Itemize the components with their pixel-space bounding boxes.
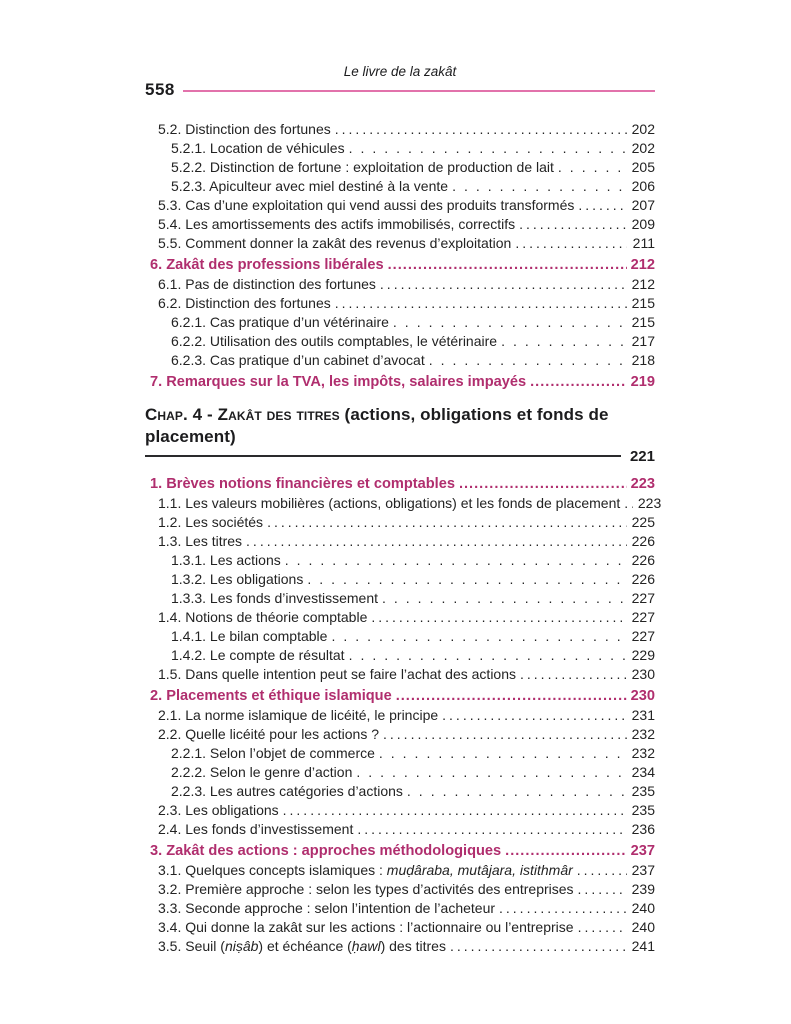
toc-entry-page: 223 [630,476,655,492]
toc-entry-label: 6.2.3. Cas pratique d’un cabinet d’avocat [171,352,425,368]
chapter-title-smallcaps: Chap. 4 - Zakât des titres [145,405,340,424]
toc-entry-label: 3.2. Première approche : selon les types d’activités des entreprises [158,881,574,897]
chapter-title-subtitle: (actions, obligations et fonds de placement) [145,405,609,446]
toc-entry-page: 226 [631,533,655,549]
toc-entry-page: 230 [630,688,655,704]
toc-section-entry [145,475,655,494]
toc-dot-leader [281,551,627,570]
toc-entry-label: 6. Zakât des professions libérales [150,257,384,273]
toc-entry [145,763,655,782]
toc-entry-page: 212 [631,276,655,292]
toc-entry [145,120,655,139]
toc-entry [145,351,655,370]
toc-entry-page: 217 [631,333,655,349]
toc-dot-leader [345,139,627,158]
toc-entry [145,513,655,532]
toc-entry-page: 230 [631,666,655,682]
chapter-page-number: 221 [629,448,655,465]
toc-entry-label: 2.3. Les obligations [158,802,279,818]
toc-entry-page: 207 [631,197,655,213]
toc-entry [145,608,655,627]
toc-dot-leader [516,665,627,684]
toc-entry [145,570,655,589]
toc-dot-leader [620,494,633,513]
toc-dot-leader [375,744,627,763]
chapter-rule [145,455,621,457]
toc-entry [145,313,655,332]
toc-dot-leader [392,687,627,706]
toc-entry-label: 2.4. Les fonds d’investissement [158,821,354,837]
toc-dot-leader [378,589,627,608]
toc-entry-label: 1. Brèves notions financières et comptables [150,476,455,492]
toc-entry-page: 212 [630,257,655,273]
toc-dot-leader [384,256,627,275]
toc-entry-label: 5.5. Comment donner la zakât des revenus d’exploitation [158,235,512,251]
toc-dot-leader [526,373,627,392]
header-rule-row [145,80,655,100]
toc-entry-label: 7. Remarques sur la TVA, les impôts, salaires impayés [150,374,527,390]
toc-entry-label: 3. Zakât des actions : approches méthodologiques [150,843,502,859]
toc-entry-label: 2. Placements et éthique islamique [150,688,392,704]
toc-entry-page: 235 [631,783,655,799]
toc-entry-label: 2.1. La norme islamique de licéité, le principe [158,707,439,723]
toc-entry-label: 2.2.1. Selon l’objet de commerce [171,745,375,761]
toc-entry-label: 1.3. Les titres [158,533,243,549]
toc-dot-leader [353,820,627,839]
toc-entry-label: 1.2. Les sociétés [158,514,264,530]
toc-entry-page: 202 [631,140,655,156]
toc-dot-leader [331,120,627,139]
toc-dot-leader [367,608,627,627]
toc-entry [145,294,655,313]
toc-entry [145,937,655,956]
toc-entry [145,139,655,158]
toc-entry-label: 2.2.3. Les autres catégories d’actions [171,783,403,799]
toc-dot-leader [345,646,627,665]
toc-entry-page: 223 [637,495,662,511]
toc-entry [145,551,655,570]
toc-entry-label: 6.2.1. Cas pratique d’un vétérinaire [171,314,389,330]
toc-entry [145,532,655,551]
toc-section-entry [145,256,655,275]
toc-entry [145,706,655,725]
toc-entry [145,234,655,253]
toc-entry-page: 240 [631,919,655,935]
toc-dot-leader [425,351,627,370]
page-number: 558 [145,80,175,99]
table-of-contents [145,120,662,956]
toc-entry-page: 232 [631,745,655,761]
toc-entry-page: 211 [632,235,655,251]
toc-entry [145,158,655,177]
toc-entry-page: 229 [631,647,655,663]
toc-dot-leader [242,532,627,551]
toc-dot-leader [327,627,627,646]
toc-dot-leader [403,782,627,801]
toc-dot-leader [448,177,627,196]
toc-entry-label: 5.3. Cas d’une exploitation qui vend aussi des produits transformés [158,197,575,213]
toc-entry-page: 227 [631,590,655,606]
toc-dot-leader [376,275,627,294]
toc-entry-page: 240 [631,900,655,916]
toc-entry-page: 237 [631,862,655,878]
toc-entry-page: 219 [630,374,655,390]
toc-entry-label: 1.3.3. Les fonds d’investissement [171,590,379,606]
toc-entry-label: 6.1. Pas de distinction des fortunes [158,276,376,292]
toc-dot-leader [501,842,627,861]
toc-entry-label: 1.4.2. Le compte de résultat [171,647,345,663]
toc-entry-page: 209 [631,216,655,232]
toc-dot-leader [389,313,627,332]
toc-entry-label: 5.2. Distinction des fortunes [158,121,331,137]
toc-entry-page: 215 [631,295,655,311]
toc-dot-leader [554,158,627,177]
toc-section-entry [145,373,655,392]
toc-entry [145,918,655,937]
toc-entry-label: 2.2. Quelle licéité pour les actions ? [158,726,380,742]
toc-entry-label: 6.2.2. Utilisation des outils comptables, le vétérinaire [171,333,498,349]
toc-dot-leader [511,234,627,253]
toc-entry [145,880,655,899]
toc-entry-label: 3.5. Seuil (niṣâb) et échéance (ḥawl) des titres [158,938,446,954]
toc-entry [145,589,655,608]
toc-entry-page: 225 [631,514,655,530]
toc-dot-leader [379,725,627,744]
chapter-heading [145,404,655,466]
toc-entry [145,275,655,294]
toc-entry-label: 5.4. Les amortissements des actifs immobilisés, correctifs [158,216,516,232]
toc-entry [145,627,655,646]
toc-entry-page: 215 [631,314,655,330]
toc-section-before-chapter [145,120,655,392]
toc-entry [145,665,655,684]
toc-section-entry [145,842,655,861]
toc-entry [145,782,655,801]
page-header [145,64,655,100]
toc-entry-page: 205 [631,159,655,175]
toc-entry-page: 236 [631,821,655,837]
toc-entry-page: 218 [631,352,655,368]
toc-dot-leader [303,570,627,589]
toc-entry [145,332,655,351]
toc-dot-leader [279,801,627,820]
toc-entry-page: 226 [631,571,655,587]
toc-entry-label: 5.2.1. Location de véhicules [171,140,345,156]
toc-dot-leader [438,706,627,725]
toc-entry [145,215,655,234]
toc-entry-page: 234 [631,764,655,780]
toc-entry-page: 235 [631,802,655,818]
toc-dot-leader [515,215,627,234]
toc-entry-page: 237 [630,843,655,859]
toc-entry-label: 3.4. Qui donne la zakât sur les actions : l’actionnaire ou l’entreprise [158,919,574,935]
toc-entry-label: 1.1. Les valeurs mobilières (actions, obligations) et les fonds de placement [158,495,621,511]
toc-entry-page: 227 [631,609,655,625]
toc-section-entry [145,687,655,706]
toc-entry-label: 1.3.2. Les obligations [171,571,304,587]
toc-dot-leader [573,861,627,880]
toc-entry-label: 3.3. Seconde approche : selon l’intention de l’acheteur [158,900,496,916]
toc-section-after-chapter [145,475,662,956]
toc-dot-leader [574,880,627,899]
toc-entry-label: 3.1. Quelques concepts islamiques : muḍâraba, mutâjara, istithmâr [158,862,573,878]
toc-dot-leader [574,918,627,937]
toc-entry-label: 2.2.2. Selon le genre d’action [171,764,353,780]
toc-dot-leader [331,294,627,313]
toc-entry-page: 227 [631,628,655,644]
toc-dot-leader [352,763,627,782]
toc-entry-page: 206 [631,178,655,194]
toc-dot-leader [497,332,627,351]
toc-entry-label: 5.2.2. Distinction de fortune : exploitation de production de lait [171,159,554,175]
toc-entry [145,725,655,744]
toc-entry-page: 232 [631,726,655,742]
chapter-title [145,404,655,448]
toc-entry-label: 1.4.1. Le bilan comptable [171,628,328,644]
toc-entry-label: 5.2.3. Apiculteur avec miel destiné à la vente [171,178,449,194]
toc-entry-label: 6.2. Distinction des fortunes [158,295,331,311]
toc-entry [145,899,655,918]
header-rule [183,90,655,92]
toc-dot-leader [263,513,627,532]
toc-entry [145,177,655,196]
toc-dot-leader [495,899,627,918]
toc-entry [145,196,655,215]
toc-entry-label: 1.3.1. Les actions [171,552,281,568]
toc-entry [145,646,655,665]
running-title: Le livre de la zakât [343,64,457,79]
toc-dot-leader [574,196,627,215]
toc-entry [145,820,655,839]
toc-entry [145,494,662,513]
toc-entry-page: 202 [631,121,655,137]
toc-entry [145,801,655,820]
toc-entry [145,861,655,880]
toc-entry-label: 1.5. Dans quelle intention peut se faire l’achat des actions [158,666,517,682]
toc-entry-label: 1.4. Notions de théorie comptable [158,609,368,625]
toc-entry [145,744,655,763]
toc-entry-page: 241 [631,938,655,954]
toc-entry-page: 226 [631,552,655,568]
chapter-heading-rule-row [145,448,655,466]
toc-dot-leader [455,475,627,494]
toc-dot-leader [446,937,627,956]
toc-entry-page: 231 [631,707,655,723]
toc-entry-page: 239 [631,881,655,897]
